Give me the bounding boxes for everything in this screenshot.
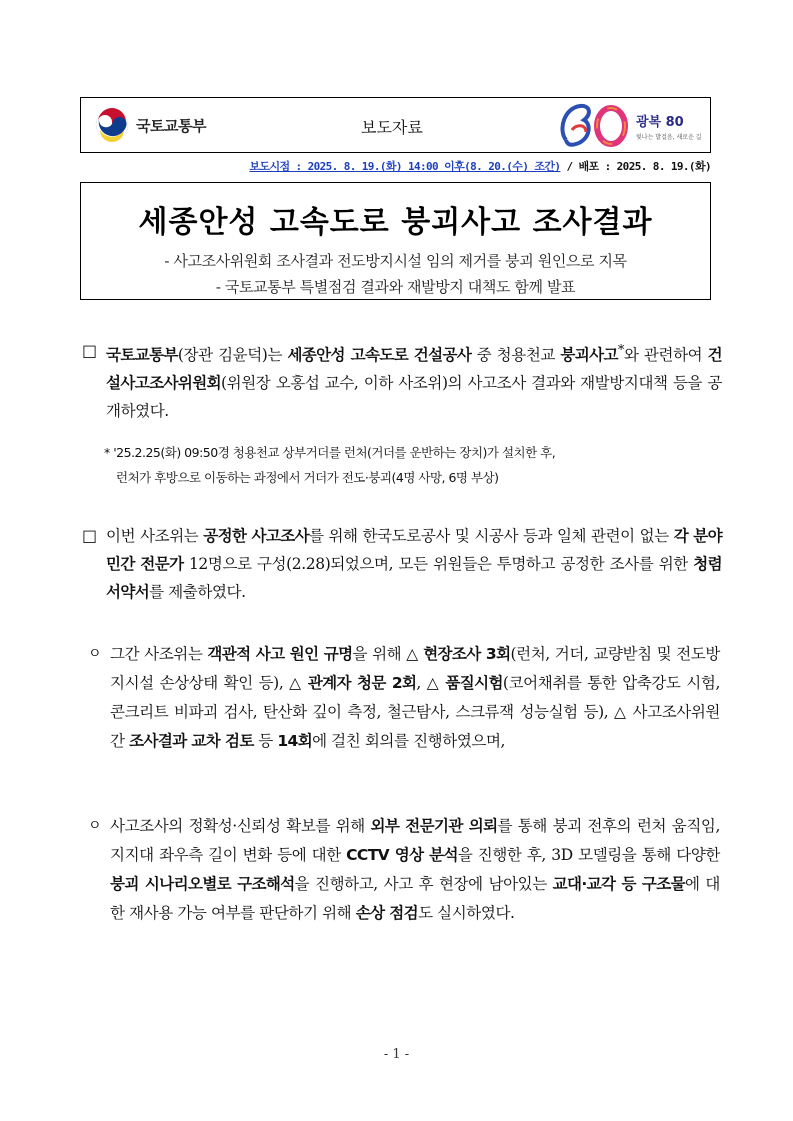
- body-text: (위원장 오홍섭 교수, 이하 사조위)의 사고조사 결과와 재발방지대책 등을 공개하였다.: [106, 374, 722, 421]
- sub-section-analysis: [88, 812, 720, 928]
- footnote-line: 런처가 후방으로 이동하는 과정에서 거더가 전도·붕괴(4명 사망, 6명 부상): [116, 470, 499, 485]
- body-text: 와 관련하여: [623, 346, 708, 365]
- emph-text: 현장조사 3회: [423, 645, 511, 663]
- embargo-line: [80, 158, 711, 174]
- footnote-line: * '25.2.25(화) 09:50경 청용천교 상부거더를 런처(거더를 운반하는 장치)가 설치한 후,: [104, 445, 556, 460]
- body-text: 중 청용천교: [471, 346, 561, 365]
- body-text: 에 대한 재사용 가능 여부를 판단하기 위해: [110, 875, 720, 922]
- square-bullet-icon: □: [82, 526, 97, 545]
- ministry-name: 국토교통부: [136, 117, 206, 135]
- distribution-date: / 배포 : 2025. 8. 19.(화): [560, 160, 711, 173]
- body-text: 를 제출하였다.: [149, 583, 246, 601]
- overview-paragraph: [106, 337, 722, 425]
- emph-text: 교대·교각 등 구조물: [552, 875, 686, 893]
- anniversary-slogan: 빛나는 발걸음, 새로운 길: [636, 134, 702, 141]
- main-title: 세종안성 고속도로 붕괴사고 조사결과: [138, 205, 653, 240]
- emph-text: 붕괴 시나리오별로 구조해석: [110, 875, 295, 893]
- body-text: , △: [416, 674, 446, 692]
- body-text: 사고조사의 정확성·신뢰성 확보를 위해: [110, 817, 371, 835]
- emph-text: 국토교통부: [106, 346, 178, 365]
- investigation-paragraph: [110, 640, 720, 756]
- emph-text: 공정한 사고조사: [203, 527, 310, 545]
- body-text: 12명으로 구성(2.28)되었으며, 모든 위원들은 투명하고 공정한 조사를 위한: [183, 555, 694, 573]
- emph-text: 객관적 사고 원인 규명: [207, 645, 353, 663]
- analysis-paragraph: [110, 812, 720, 928]
- section-overview: [82, 337, 722, 425]
- body-text: 을 위해 △: [352, 645, 424, 663]
- subtitle-measures: - 국토교통부 특별점검 결과와 재발방지 대책도 함께 발표: [215, 278, 576, 296]
- emph-text: 손상 점검: [355, 904, 419, 922]
- page-number: - 1 -: [383, 1047, 410, 1062]
- footnote: [104, 440, 716, 490]
- emph-text: 품질시험: [445, 674, 503, 692]
- body-text: 에 걸친 회의를 진행하였으며,: [312, 732, 506, 750]
- press-release-label: 보도자료: [361, 118, 423, 137]
- committee-paragraph: [106, 522, 722, 606]
- body-text: 을 진행하고, 사고 후 현장에 남아있는: [294, 875, 553, 893]
- body-text: 그간 사조위는: [110, 645, 208, 663]
- emph-text: 세종안성 고속도로 건설공사: [287, 346, 472, 365]
- emph-text: 관계자 청문 2회: [307, 674, 417, 692]
- section-committee: [82, 522, 722, 606]
- emph-text: CCTV 영상 분석: [346, 846, 458, 864]
- emph-text: 외부 전문기관 의뢰: [370, 817, 498, 835]
- body-text: 등: [253, 732, 278, 750]
- emph-text: 건설사고조사위원회: [106, 346, 722, 393]
- body-text: (코어채취를 통한 압축강도 시험, 콘크리트 비파괴 검사, 탄산화 깊이 측정, 철근탐사, 스크류잭 성능실험 등), △ 사고조사위원 간: [110, 674, 720, 750]
- press-header: [80, 97, 711, 153]
- emph-text: 붕괴사고: [560, 346, 618, 365]
- circle-bullet-icon: ㅇ: [88, 646, 102, 662]
- body-text: 도 실시하였다.: [418, 904, 515, 922]
- emph-text: 조사결과 교차 검토: [129, 732, 254, 750]
- body-text: 이번 사조위는: [106, 527, 204, 545]
- title-box: [80, 182, 711, 300]
- body-text: (런처, 거더, 교량받침 및 전도방지시설 손상상태 확인 등), △: [110, 645, 721, 692]
- anniversary-title: 광복 80: [636, 115, 684, 130]
- body-text: 를 위해 한국도로공사 및 시공사 등과 일체 관련이 없는: [309, 527, 674, 545]
- taegeuk-logo-icon: [95, 108, 129, 142]
- release-time: 보도시점 : 2025. 8. 19.(화) 14:00 이후(8. 20.(수) 조간): [249, 160, 561, 173]
- body-text: (장관 김윤덕)는: [177, 346, 288, 365]
- emph-text: 청렴 서약서: [106, 555, 723, 601]
- footnote-marker: *: [617, 343, 624, 358]
- body-text: 를 통해 붕괴 전후의 런처 움직임, 지지대 좌우측 길이 변화 등에 대한: [110, 817, 720, 864]
- body-text: 을 진행한 후, 3D 모델링을 통해 다양한: [457, 846, 720, 864]
- circle-bullet-icon: ㅇ: [88, 818, 102, 834]
- emph-text: 각 분야 민간 전문가: [106, 527, 722, 573]
- subtitle-cause: - 사고조사위원회 조사결과 전도방지시설 임의 제거를 붕괴 원인으로 지목: [164, 252, 627, 270]
- emph-text: 14회: [277, 732, 313, 750]
- sub-section-investigation: [88, 640, 720, 756]
- square-bullet-icon: □: [82, 341, 97, 360]
